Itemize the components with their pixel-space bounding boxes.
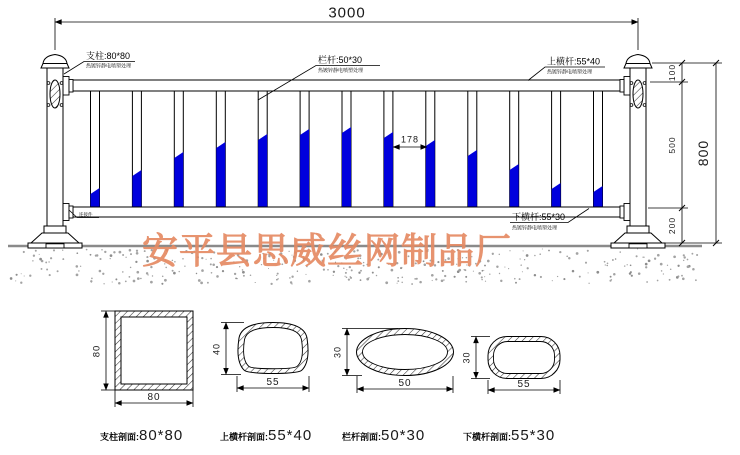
stipple-dot — [610, 276, 612, 278]
stipple-dot — [113, 251, 115, 253]
post-ornament — [50, 80, 60, 108]
picket-blue-fill — [342, 127, 351, 207]
stipple-dot — [435, 278, 437, 280]
stipple-dot — [110, 258, 111, 259]
stipple-dot — [687, 265, 690, 268]
stipple-dot — [612, 259, 614, 261]
stipple-dot — [345, 272, 347, 274]
callout-post — [64, 50, 135, 74]
stipple-dot — [90, 280, 92, 282]
stipple-dot — [414, 278, 416, 280]
callout-top-rail-note: 热镀锌静电喷塑处理 — [547, 69, 593, 76]
stipple-dot — [431, 274, 434, 277]
stipple-dot — [411, 283, 413, 285]
stipple-dot — [76, 252, 78, 254]
stipple-dot — [76, 274, 79, 277]
stipple-dot — [397, 277, 399, 279]
dim-200-label: 200 — [667, 216, 677, 235]
stipple-dot — [33, 255, 35, 257]
stipple-dot — [140, 278, 141, 279]
stipple-dot — [559, 251, 561, 253]
picket-blue-fill — [174, 152, 183, 207]
stipple-dot — [76, 265, 79, 268]
dim-right-stack — [646, 60, 722, 246]
stipple-dot — [152, 275, 153, 276]
stipple-dot — [596, 271, 599, 274]
stipple-dot — [96, 254, 98, 256]
stipple-dot — [520, 264, 522, 266]
stipple-dot — [216, 275, 219, 278]
stipple-dot — [360, 279, 362, 281]
picket-blue-fill — [384, 132, 393, 207]
stipple-dot — [579, 276, 581, 278]
stipple-dot — [376, 275, 378, 277]
stipple-dot — [500, 280, 502, 282]
section-picket-caption-size: 50*30 — [381, 427, 426, 444]
stipple-dot — [136, 252, 139, 255]
stipple-dot — [162, 276, 164, 278]
section-bottom-rail-caption-prefix: 下横杆剖面: — [463, 432, 511, 442]
stipple-dot — [631, 275, 633, 277]
section-picket — [333, 329, 454, 445]
stipple-dot — [514, 278, 516, 280]
stipple-dot — [32, 260, 33, 261]
stipple-dot — [207, 282, 209, 284]
stipple-dot — [519, 258, 520, 259]
stipple-dot — [48, 261, 49, 262]
stipple-dot — [465, 276, 467, 278]
stipple-dot — [211, 272, 213, 274]
stipple-dot — [130, 267, 132, 269]
picket-blue-fill — [300, 129, 309, 207]
stipple-dot — [90, 254, 92, 256]
stipple-dot — [62, 258, 64, 260]
stipple-dot — [366, 278, 369, 281]
stipple-dot — [646, 281, 648, 283]
section-post-caption — [100, 427, 183, 444]
stipple-dot — [620, 251, 621, 252]
stipple-dot — [136, 250, 138, 252]
stipple-dot — [534, 274, 536, 276]
stipple-dot — [443, 279, 445, 281]
stipple-dot — [681, 275, 683, 277]
stipple-dot — [277, 273, 279, 275]
stipple-dot — [49, 274, 51, 276]
dim-500-label: 500 — [667, 136, 677, 154]
section-bottom-rail — [462, 337, 561, 445]
stipple-dot — [478, 272, 481, 275]
section-bottom-rail-height: 30 — [461, 351, 472, 364]
dim-picket-gap — [393, 135, 427, 148]
stipple-dot — [568, 257, 570, 259]
stipple-dot — [125, 257, 126, 258]
stipple-dot — [444, 275, 446, 277]
stipple-dot — [200, 282, 203, 285]
stipple-dot — [481, 276, 483, 278]
stipple-dot — [118, 282, 121, 285]
watermark-text: 安平县思威丝网制品厂 — [141, 231, 513, 271]
picket-blue-fill — [216, 142, 225, 207]
section-bottom-rail-caption-size: 55*30 — [511, 427, 556, 444]
stipple-dot — [454, 276, 456, 278]
stipple-dot — [606, 265, 607, 266]
stipple-dot — [696, 254, 698, 256]
stipple-dot — [397, 283, 398, 284]
stipple-dot — [103, 283, 104, 284]
section-post-height: 80 — [91, 344, 103, 358]
stipple-dot — [663, 273, 664, 274]
stipple-dot — [243, 275, 245, 277]
dim-overall-width — [55, 5, 638, 51]
section-top-rail-caption-prefix: 上横杆剖面: — [220, 432, 268, 442]
stipple-dot — [46, 269, 48, 271]
stipple-dot — [110, 254, 113, 257]
stipple-dot — [588, 283, 589, 284]
section-top-rail — [212, 323, 313, 445]
picket-blue-fill — [426, 140, 435, 207]
stipple-dot — [112, 281, 113, 282]
section-picket-width: 50 — [398, 378, 412, 389]
stipple-dot — [572, 270, 575, 273]
stipple-dot — [526, 254, 529, 257]
stipple-dot — [534, 255, 536, 257]
stipple-dot — [691, 253, 693, 255]
dim-178-label: 178 — [400, 134, 420, 145]
pickets-group — [91, 91, 603, 208]
stipple-dot — [101, 249, 103, 251]
stipple-dot — [119, 251, 122, 254]
stipple-dot — [196, 273, 197, 274]
stipple-dot — [102, 273, 104, 275]
stipple-dot — [499, 273, 500, 274]
stipple-dot — [683, 260, 684, 261]
stipple-dot — [348, 278, 350, 280]
stipple-dot — [130, 253, 132, 255]
stipple-dot — [540, 276, 542, 278]
stipple-dot — [125, 281, 127, 283]
section-picket-height: 30 — [332, 345, 343, 359]
stipple-dot — [23, 251, 25, 253]
stipple-dot — [481, 279, 482, 280]
stipple-dot — [539, 253, 541, 255]
stipple-dot — [179, 271, 180, 272]
stipple-dot — [527, 267, 529, 269]
stipple-dot — [627, 264, 628, 265]
stipple-dot — [358, 272, 360, 274]
stipple-dot — [615, 258, 617, 260]
stipple-dot — [235, 277, 237, 279]
stipple-dot — [657, 254, 660, 257]
callout-post-label: 支柱:80*80 — [86, 51, 131, 61]
stipple-dot — [683, 254, 685, 256]
stipple-dot — [441, 280, 444, 283]
callout-post-note: 热镀锌静电喷塑处理 — [86, 63, 132, 70]
stipple-dot — [24, 275, 25, 276]
section-post — [92, 311, 194, 444]
stipple-dot — [630, 264, 632, 266]
stipple-dot — [242, 271, 245, 274]
stipple-dot — [644, 257, 645, 258]
stipple-dot — [115, 278, 117, 280]
stipple-dot — [557, 276, 558, 277]
section-top-rail-caption — [220, 427, 312, 444]
stipple-dot — [91, 278, 93, 280]
stipple-dot — [489, 273, 490, 274]
stipple-dot — [604, 261, 606, 263]
stipple-dot — [465, 281, 467, 283]
section-picket-caption — [342, 427, 425, 444]
stipple-dot — [667, 265, 668, 266]
stipple-dot — [624, 265, 625, 266]
stipple-dot — [291, 276, 293, 278]
callout-top-rail-label: 上横杆:55*40 — [547, 56, 601, 67]
stipple-dot — [255, 282, 256, 283]
section-top-rail-height: 40 — [211, 342, 222, 356]
stipple-dot — [552, 280, 553, 281]
stipple-dot — [133, 280, 136, 283]
stipple-dot — [677, 275, 679, 277]
stipple-dot — [270, 283, 272, 285]
stipple-dot — [289, 277, 291, 279]
stipple-dot — [21, 273, 22, 274]
stipple-dot — [485, 281, 486, 282]
stipple-dot — [648, 259, 651, 262]
stipple-dot — [164, 279, 167, 282]
picket-blue-fill — [132, 170, 141, 207]
picket-blue-fill — [468, 150, 477, 207]
stipple-dot — [670, 269, 672, 271]
stipple-dot — [692, 268, 695, 271]
stipple-dot — [522, 271, 523, 272]
stipple-dot — [129, 249, 132, 252]
stipple-dot — [10, 277, 13, 280]
stipple-dot — [695, 279, 697, 281]
callout-bracket-note: 连接件 — [79, 212, 93, 217]
stipple-dot — [629, 272, 631, 274]
stipple-dot — [99, 258, 101, 260]
section-post-caption-prefix: 支柱剖面: — [100, 432, 139, 442]
stipple-dot — [401, 282, 402, 283]
stipple-dot — [161, 283, 163, 285]
stipple-dot — [607, 262, 609, 264]
stipple-dot — [402, 277, 404, 279]
stipple-dot — [86, 249, 88, 251]
section-post-width: 80 — [147, 392, 161, 403]
stipple-dot — [548, 250, 550, 252]
stipple-dot — [677, 265, 679, 267]
stipple-dot — [660, 263, 663, 266]
callout-picket-note: 热镀锌静电喷塑处理 — [318, 68, 364, 74]
stipple-dot — [344, 276, 345, 277]
callout-bottom-rail-label: 下横杆:55*30 — [512, 212, 566, 222]
stipple-dot — [566, 255, 568, 257]
stipple-dot — [673, 255, 676, 258]
stipple-dot — [45, 261, 47, 263]
stipple-dot — [519, 278, 521, 280]
stipple-dot — [29, 275, 31, 277]
stipple-dot — [372, 272, 374, 274]
stipple-dot — [198, 279, 201, 282]
stipple-dot — [308, 280, 311, 283]
stipple-dot — [397, 280, 399, 282]
stipple-dot — [636, 255, 638, 257]
stipple-dot — [146, 272, 148, 274]
stipple-dot — [585, 262, 587, 264]
stipple-dot — [524, 259, 525, 260]
section-bottom-rail-caption — [463, 427, 555, 444]
stipple-dot — [661, 270, 663, 272]
section-top-rail-width: 55 — [266, 377, 280, 388]
stipple-dot — [614, 274, 615, 275]
stipple-dot — [523, 250, 524, 251]
stipple-dot — [350, 277, 352, 279]
stipple-dot — [637, 248, 638, 249]
callout-top-rail — [528, 56, 605, 81]
callout-bottom-rail-note: 热镀锌静电喷塑处理 — [512, 225, 558, 232]
stipple-dot — [683, 256, 685, 258]
stipple-dot — [542, 248, 543, 249]
stipple-dot — [15, 280, 16, 281]
stipple-dot — [50, 257, 52, 259]
stipple-dot — [645, 263, 648, 266]
stipple-dot — [419, 281, 422, 284]
stipple-dot — [290, 281, 292, 283]
stipple-dot — [605, 264, 606, 265]
stipple-dot — [35, 250, 37, 252]
stipple-dot — [576, 252, 579, 255]
stipple-dot — [104, 251, 106, 253]
stipple-dot — [122, 254, 124, 256]
stipple-dot — [250, 274, 252, 276]
stipple-dot — [346, 277, 348, 279]
stipple-dot — [563, 278, 565, 280]
section-picket-caption-prefix: 栏杆剖面: — [342, 432, 381, 442]
stipple-dot — [150, 281, 153, 284]
stipple-dot — [277, 278, 278, 279]
stipple-dot — [654, 258, 656, 260]
stipple-dot — [16, 274, 18, 276]
stipple-dot — [609, 280, 611, 282]
stipple-dot — [80, 266, 81, 267]
stipple-dot — [57, 270, 59, 272]
section-bottom-rail-width: 55 — [517, 379, 531, 390]
stipple-dot — [645, 266, 647, 268]
stipple-dot — [638, 272, 641, 275]
stipple-dot — [484, 276, 485, 277]
stipple-dot — [682, 278, 685, 281]
stipple-dot — [20, 282, 22, 284]
dim-800-label: 800 — [695, 139, 711, 167]
picket-blue-fill — [510, 164, 519, 207]
section-top-rail-caption-size: 55*40 — [268, 427, 313, 444]
stipple-dot — [587, 250, 589, 252]
stipple-dot — [78, 270, 79, 271]
post-ornament — [633, 80, 643, 108]
stipple-dot — [432, 280, 433, 281]
stipple-dot — [515, 282, 517, 284]
stipple-dot — [41, 260, 44, 263]
stipple-dot — [385, 281, 388, 284]
stipple-dot — [657, 280, 659, 282]
stipple-dot — [62, 250, 63, 251]
callout-picket — [258, 54, 380, 100]
dim-3000-label: 3000 — [328, 4, 366, 22]
stipple-dot — [41, 268, 43, 270]
dim-100-label: 100 — [667, 63, 677, 82]
stipple-dot — [135, 261, 137, 263]
section-post-caption-size: 80*80 — [139, 427, 184, 444]
stipple-dot — [588, 272, 589, 273]
stipple-dot — [122, 271, 124, 273]
stipple-dot — [137, 277, 140, 280]
stipple-dot — [53, 249, 55, 251]
stipple-dot — [129, 276, 131, 278]
stipple-dot — [234, 273, 236, 275]
picket-blue-fill — [258, 134, 267, 207]
stipple-dot — [687, 259, 689, 261]
stipple-dot — [333, 275, 334, 276]
stipple-dot — [276, 275, 277, 276]
callout-picket-label: 栏杆:50*30 — [318, 55, 363, 65]
stipple-dot — [39, 254, 40, 255]
stipple-dot — [305, 274, 306, 275]
stipple-dot — [173, 272, 176, 275]
stipple-dot — [669, 279, 671, 281]
stipple-dot — [136, 271, 139, 274]
stipple-dot — [99, 270, 102, 273]
